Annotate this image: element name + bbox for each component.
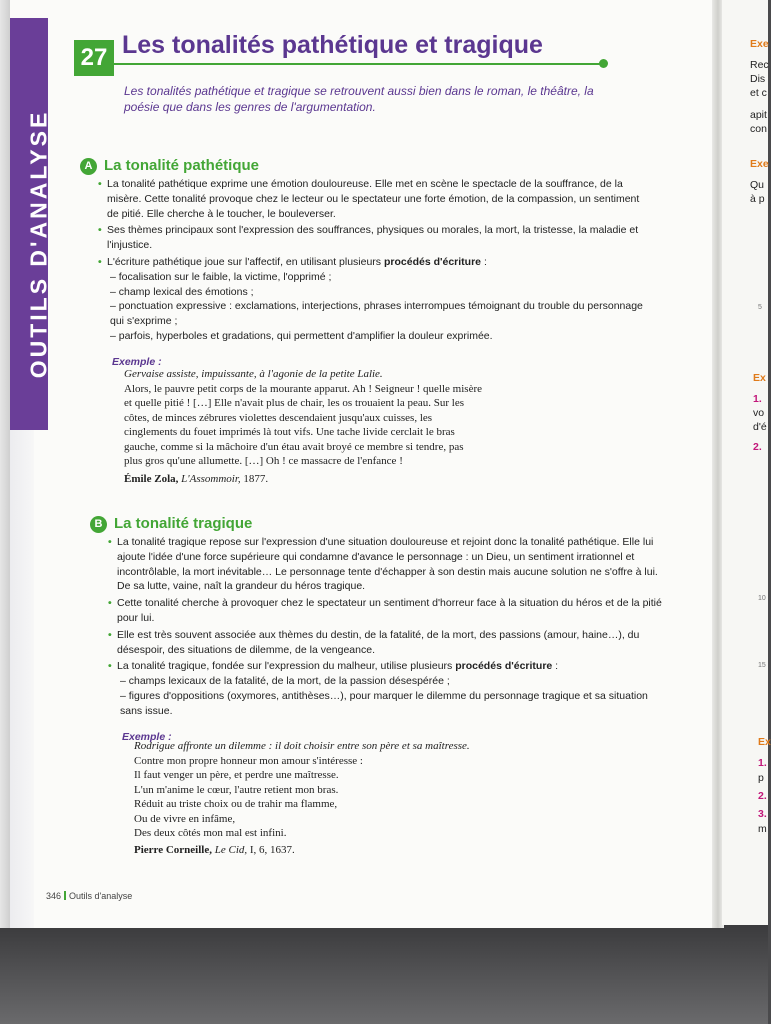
- chapter-number: 27: [74, 40, 114, 76]
- right-page: [722, 0, 771, 925]
- verse: Il faut venger un père, et perdre une maîtresse.: [134, 769, 339, 781]
- example-source: Émile Zola, L'Assommoir, 1877.: [124, 472, 269, 485]
- section-a-item: – ponctuation expressive : exclamations, interjections, phrases interrompues témoignant du trouble du personnage qui s'exprime ;: [110, 300, 643, 328]
- verse: Ou de vivre en infâme,: [134, 812, 236, 825]
- section-b-body: [108, 535, 663, 719]
- section-a-example-label: Exemple :: [112, 356, 162, 368]
- footer-label: Outils d'analyse: [69, 891, 133, 901]
- section-a-body: [98, 177, 643, 344]
- section-a-letter: A: [80, 158, 97, 175]
- right-page-text: 1.: [758, 757, 767, 769]
- verse: Des deux côtés mon mal est infini.: [134, 827, 287, 839]
- right-page-text: Exe: [750, 38, 769, 50]
- page-edge: [0, 0, 10, 928]
- margin-line-number: 10: [758, 595, 766, 602]
- right-page-text: 3.: [758, 808, 767, 820]
- section-a-item: – parfois, hyperboles et gradations, qui permettent d'amplifier la douleur exprimée.: [110, 329, 493, 342]
- right-page-text: Ex: [753, 372, 766, 384]
- example-intro: Gervaise assiste, impuissante, à l'agonie de la petite Lalie.: [124, 368, 383, 380]
- margin-line-number: 15: [758, 662, 766, 669]
- verse: Réduit au triste choix ou de trahir ma flamme,: [134, 798, 338, 810]
- section-a-title: La tonalité pathétique: [104, 157, 260, 174]
- right-page-text: m: [758, 823, 767, 835]
- section-b-bullet: • La tonalité tragique, fondée sur l'expression du malheur, utilise plusieurs procédés d'écriture :: [108, 660, 559, 673]
- verse: Contre mon propre honneur mon amour s'intéresse :: [134, 754, 363, 767]
- right-page-text: 1.: [753, 393, 762, 405]
- chapter-title: Les tonalités pathétique et tragique: [122, 31, 543, 59]
- right-page-text: Exe: [750, 158, 769, 170]
- section-a-item: – champ lexical des émotions ;: [110, 285, 254, 298]
- example-source: Pierre Corneille, Le Cid, I, 6, 1637.: [134, 843, 295, 856]
- right-page-text: vo: [753, 407, 765, 419]
- right-page-text: 2.: [753, 441, 762, 453]
- right-page-text: Qu: [750, 179, 765, 191]
- title-rule-dot: [599, 59, 608, 68]
- section-a-item: – focalisation sur le faible, la victime, l'opprimé ;: [110, 270, 332, 283]
- section-a-bullet: • La tonalité pathétique exprime une émotion douloureuse. Elle met en scène le spectacle de la souffrance, de la misère. Cette tonalité provoque chez le lecteur ou le spectateur une forte émotion, de la compassion, un sentiment de pitié. Elle cherche à le toucher, le bouleverser.: [98, 178, 640, 220]
- page-number: 346: [46, 891, 62, 901]
- section-b-title: La tonalité tragique: [114, 515, 253, 532]
- section-a-bullet: • Ses thèmes principaux sont l'expression des souffrances, physiques ou morales, la mort, la tristesse, la maladie et l'injustice.: [98, 224, 639, 252]
- right-page-text: Ex: [758, 736, 771, 748]
- right-page-text: con: [750, 123, 767, 135]
- section-a-heading: [80, 157, 259, 175]
- page-footer: [46, 891, 132, 901]
- section-b-item: – champs lexicaux de la fatalité, de la mort, de la passion désespérée ;: [120, 675, 450, 688]
- verse: L'un m'anime le cœur, l'autre retient mon bras.: [134, 783, 339, 796]
- section-b-example: [134, 739, 554, 857]
- right-page-text: p: [758, 772, 764, 784]
- section-b-letter: B: [90, 516, 107, 533]
- side-tab: [10, 18, 52, 430]
- section-b-example-label: Exemple :: [122, 731, 172, 743]
- right-page-text: et c: [750, 87, 767, 99]
- right-page-text: Rec: [750, 59, 769, 71]
- right-page-text: apit: [750, 109, 767, 121]
- example-intro: Rodrigue affronte un dilemme : il doit choisir entre son père et sa maîtresse.: [134, 740, 470, 752]
- section-a-example: [124, 367, 484, 486]
- right-page-text: à p: [750, 193, 765, 205]
- scanner-background: [0, 925, 768, 1024]
- margin-line-number: 5: [758, 304, 762, 311]
- section-b-heading: [90, 515, 252, 533]
- right-page-text: Dis: [750, 73, 766, 85]
- right-page-text: 2.: [758, 790, 767, 802]
- title-rule: [114, 63, 604, 65]
- section-a-bullet: • L'écriture pathétique joue sur l'affectif, en utilisant plusieurs procédés d'écriture :: [98, 255, 487, 268]
- section-b-bullet: • Elle est très souvent associée aux thèmes du destin, de la fatalité, de la mort, des passions (amour, haine…), du désespoir, des situations de dilemme, de la vengeance.: [108, 628, 640, 656]
- section-b-bullet: • Cette tonalité cherche à provoquer chez le spectateur un sentiment d'horreur face à la situation du héros et de la pitié pour lui.: [108, 597, 662, 624]
- right-page-text: d'é: [753, 421, 767, 433]
- example-text: Alors, le pauvre petit corps de la mourante apparut. Ah ! Seigneur ! quelle misère et quelle pitié ! […] Elle n'avait plus de chair, les os trouaient la peau. Sur les côtes, de minces zébrures violettes descendaient jusqu'aux cuisses, les cinglements du fouet imprimés là tout vifs. Une tache livide cerclait le bras gauche, comme si la mâchoire d'un étau avait broyé ce membre si tendre, pas plus gros qu'une allumette. […] Oh ! ce massacre de l'enfance !: [124, 382, 482, 467]
- side-tab-label: OUTILS D'ANALYSE: [25, 109, 52, 379]
- section-b-item: – figures d'oppositions (oxymores, antithèses…), pour marquer le dilemme du personnage tragique et sa situation sans issue.: [120, 689, 648, 717]
- chapter-intro: Les tonalités pathétique et tragique se retrouvent aussi bien dans le roman, le théâtre, la poésie que dans les genres de l'argumentation.: [124, 84, 594, 114]
- section-b-bullet: • La tonalité tragique repose sur l'expression d'une situation douloureuse et rejoint donc la tonalité pathétique. Elle lui ajoute l'idée d'une force supérieure qui condamne d'avance le personnage : un Dieu, un sentiment irrationnel et incontrôlable, la mort inévitable… Le personnage tente d'échapper à son destin mais aucune solution ne s'offre à lui. De sa lutte, vaine, naît la grandeur du héros tragique.: [108, 536, 658, 593]
- side-tab-lower: [10, 430, 34, 928]
